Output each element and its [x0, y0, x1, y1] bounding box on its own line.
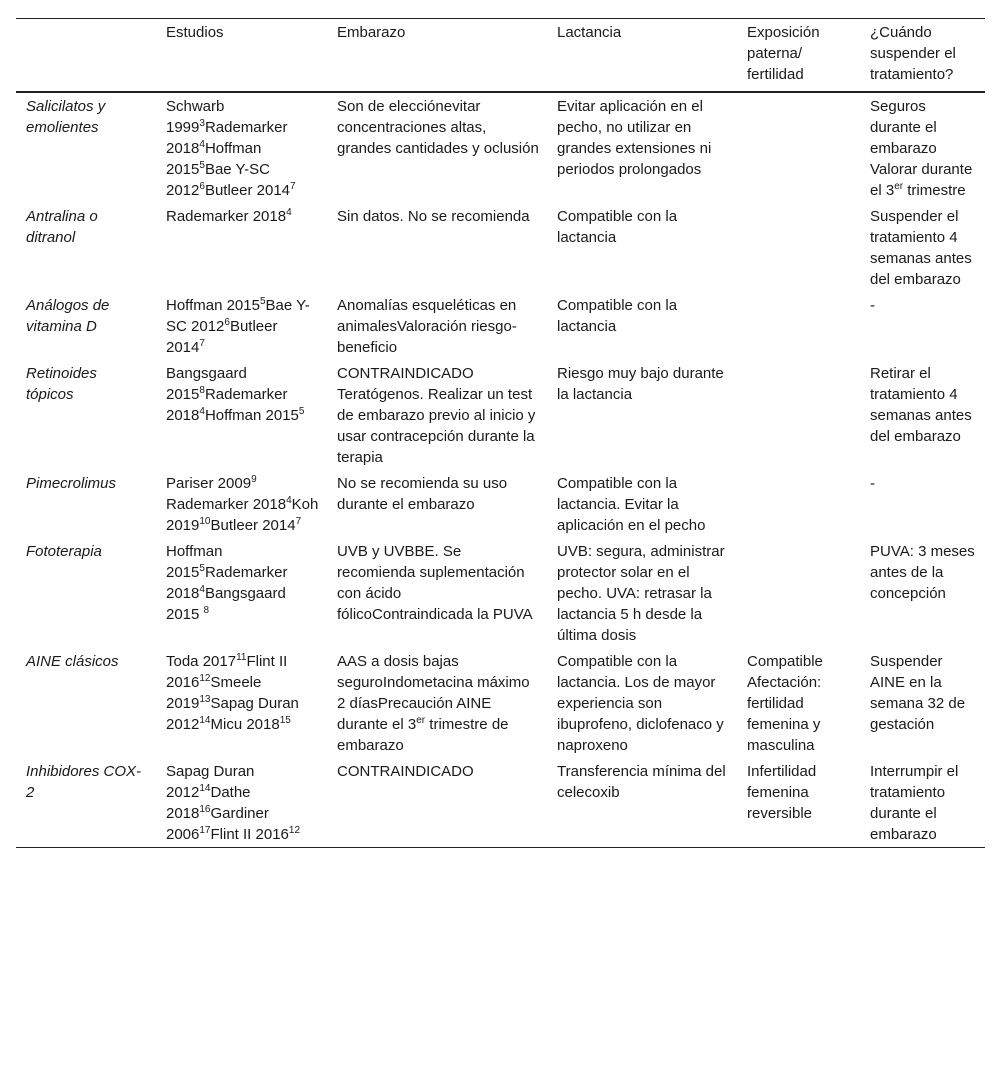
studies-text: Bae Y-SC 2012: [166, 161, 270, 199]
studies-cell: [156, 360, 327, 470]
reference-superscript: 7: [295, 516, 302, 527]
reference-superscript: 8: [203, 605, 210, 616]
table-row: [16, 648, 985, 758]
paternal-fertility-cell: [737, 470, 860, 538]
when-to-stop-cell: [860, 538, 985, 648]
paternal-fertility-cell: [737, 538, 860, 648]
lactation-cell: [547, 538, 737, 648]
lactation-cell: [547, 92, 737, 203]
when-to-stop-text: Suspender AINE en la semana 32 de gestación: [870, 653, 966, 733]
studies-text: Micu 2018: [210, 716, 280, 733]
paternal-fertility-cell: [737, 292, 860, 360]
studies-text: Hoffman 2015: [166, 140, 262, 178]
lactation-text: UVB: segura, administrar protector solar en el pecho. UVA: retrasar la lactancia 5 h desde la última dosis: [557, 543, 725, 644]
table-row: [16, 470, 985, 538]
table-row: [16, 758, 985, 848]
lactation-text: Riesgo muy bajo durante la lactancia: [557, 365, 724, 403]
pregnancy-cell: [327, 470, 547, 538]
drug-name-cell: Fototerapia: [26, 543, 102, 560]
reference-superscript: 14: [199, 783, 211, 794]
reference-superscript: 5: [259, 296, 266, 307]
paternal-fertility-text: Compatible Afectación: fertilidad femenina y masculina: [747, 653, 823, 754]
when-to-stop-text: Seguros durante el embarazo Valorar durante el 3: [870, 98, 973, 199]
drug-name-cell: AINE clásicos: [26, 653, 119, 670]
reference-superscript: 5: [199, 563, 205, 574]
paternal-fertility-cell: [737, 360, 860, 470]
lactation-cell: [547, 648, 737, 758]
studies-cell: [156, 538, 327, 648]
studies-text: Flint II 2016: [210, 826, 289, 843]
when-to-stop-cell: [860, 92, 985, 203]
pregnancy-cell: [327, 360, 547, 470]
paternal-fertility-cell: [737, 758, 860, 848]
reference-superscript: 5: [298, 406, 305, 417]
reference-superscript: 6: [199, 181, 205, 192]
studies-text: Rademarker 2018: [166, 564, 288, 602]
reference-superscript: 10: [199, 516, 211, 527]
paternal-fertility-text: Infertilidad femenina reversible: [747, 763, 817, 822]
pregnancy-cell: [327, 92, 547, 203]
reference-superscript: 3: [199, 118, 205, 129]
reference-superscript: 13: [199, 694, 211, 705]
header-studies: Estudios: [156, 19, 327, 93]
reference-superscript: 4: [286, 207, 292, 218]
reference-superscript: er: [894, 181, 904, 192]
studies-text: Rademarker 2018: [166, 386, 288, 424]
studies-cell: [156, 92, 327, 203]
studies-text: Butleer 2014: [210, 517, 296, 534]
studies-text: Bangsgaard 2015: [166, 365, 247, 403]
when-to-stop-text: trimestre: [903, 182, 966, 199]
lactation-cell: [547, 758, 737, 848]
reference-superscript: 4: [286, 495, 292, 506]
header-when-to-stop: ¿Cuándo suspender el tratamiento?: [860, 19, 985, 93]
studies-text: Hoffman 2015: [166, 543, 223, 581]
when-to-stop-text: PUVA: 3 meses antes de la concepción: [870, 543, 975, 602]
drug-name-cell: Análogos de vitamina D: [26, 297, 110, 335]
lactation-text: Compatible con la lactancia: [557, 208, 678, 246]
paternal-fertility-cell: [737, 203, 860, 292]
paternal-fertility-cell: [737, 92, 860, 203]
pregnancy-cell: [327, 538, 547, 648]
studies-cell: [156, 648, 327, 758]
studies-text: Butleer 2014: [166, 318, 278, 356]
reference-superscript: 4: [199, 584, 205, 595]
table-row: [16, 360, 985, 470]
studies-text: Sapag Duran 2012: [166, 695, 299, 733]
studies-text: Hoffman 2015: [166, 297, 260, 314]
studies-text: Bae Y-SC 2012: [166, 297, 310, 335]
reference-superscript: 6: [224, 317, 230, 328]
studies-text: Bangsgaard 2015: [166, 585, 286, 623]
pregnancy-text: CONTRAINDICADO: [337, 763, 474, 780]
lactation-text: Compatible con la lactancia: [557, 297, 678, 335]
when-to-stop-text: -: [870, 297, 875, 314]
studies-text: Rademarker 2018: [166, 208, 287, 225]
reference-superscript: 7: [199, 338, 205, 349]
table-row: [16, 203, 985, 292]
when-to-stop-text: Suspender el tratamiento 4 semanas antes del embarazo: [870, 208, 972, 288]
reference-superscript: 7: [290, 181, 296, 192]
studies-text: Sapag Duran 2012: [166, 763, 255, 801]
lactation-text: Compatible con la lactancia. Los de mayor experiencia son ibuprofeno, diclofenaco y naproxeno: [557, 653, 724, 754]
studies-text: Flint II 2016: [166, 653, 288, 691]
reference-superscript: 15: [279, 715, 291, 726]
pregnancy-text: UVB y UVBBE. Se recomienda suplementación con ácido fólicoContraindicada la PUVA: [337, 543, 533, 623]
lactation-cell: [547, 203, 737, 292]
pregnancy-text: Son de elecciónevitar concentraciones altas, grandes cantidades y oclusión: [337, 98, 539, 157]
reference-superscript: 8: [199, 385, 205, 396]
pregnancy-text: AAS a dosis bajas seguroIndometacina máximo 2 díasPrecaución AINE durante el 3: [337, 653, 530, 733]
when-to-stop-text: Interrumpir el tratamiento durante el embarazo: [870, 763, 959, 843]
studies-cell: [156, 203, 327, 292]
pregnancy-text: trimestre de embarazo: [337, 716, 509, 754]
lactation-cell: [547, 360, 737, 470]
reference-superscript: 11: [236, 652, 247, 663]
lactation-cell: [547, 470, 737, 538]
reference-superscript: 5: [199, 160, 205, 171]
studies-text: Butleer 2014: [204, 182, 291, 199]
pregnancy-cell: [327, 292, 547, 360]
when-to-stop-text: Retirar el tratamiento 4 semanas antes del embarazo: [870, 365, 972, 445]
studies-text: Pariser 2009: [166, 475, 252, 492]
drug-name-cell: Salicilatos y emolientes: [26, 98, 106, 136]
table-row: [16, 538, 985, 648]
reference-superscript: 16: [199, 804, 211, 815]
pregnancy-text: No se recomienda su uso durante el embarazo: [337, 475, 508, 513]
drug-name-cell: Antralina o ditranol: [26, 208, 98, 246]
drug-name-cell: Retinoides tópicos: [26, 365, 97, 403]
header-pregnancy: Embarazo: [327, 19, 547, 93]
studies-text: Hoffman 2015: [204, 407, 299, 424]
reference-superscript: 12: [288, 825, 301, 836]
studies-cell: [156, 758, 327, 848]
studies-text: Koh 2019: [166, 496, 319, 534]
lactation-cell: [547, 292, 737, 360]
studies-text: Gardiner 2006: [166, 805, 269, 843]
pregnancy-text: Anomalías esqueléticas en animalesValoración riesgo- beneficio: [337, 297, 517, 356]
paternal-fertility-cell: [737, 648, 860, 758]
pregnancy-text: Sin datos. No se recomienda: [337, 208, 530, 225]
studies-text: Toda 2017: [166, 653, 237, 670]
table-row: [16, 292, 985, 360]
when-to-stop-cell: [860, 648, 985, 758]
header-lactation: Lactancia: [547, 19, 737, 93]
reference-superscript: 14: [199, 715, 211, 726]
reference-superscript: 4: [199, 406, 205, 417]
reference-superscript: 9: [251, 474, 257, 485]
pregnancy-cell: [327, 648, 547, 758]
when-to-stop-cell: [860, 360, 985, 470]
header-drug: [16, 19, 156, 93]
lactation-text: Transferencia mínima del celecoxib: [557, 763, 726, 801]
table-row: [16, 92, 985, 203]
pregnancy-cell: [327, 203, 547, 292]
reference-superscript: 17: [199, 825, 211, 836]
studies-text: Smeele 2019: [166, 674, 262, 712]
pregnancy-text: CONTRAINDICADO Teratógenos. Realizar un test de embarazo previo al inicio y usar contracepción durante la terapia: [337, 365, 536, 466]
table-header-row: [16, 19, 985, 93]
when-to-stop-cell: [860, 203, 985, 292]
header-paternal-fertility: Exposición paterna/ fertilidad: [737, 19, 860, 93]
drug-name-cell: Inhibidores COX-2: [16, 758, 156, 848]
reference-superscript: 4: [199, 139, 205, 150]
studies-text: Schwarb 1999: [166, 98, 225, 136]
studies-cell: [156, 292, 327, 360]
pregnancy-cell: [327, 758, 547, 848]
lactation-text: Compatible con la lactancia. Evitar la aplicación en el pecho: [557, 475, 706, 534]
when-to-stop-cell: [860, 758, 985, 848]
studies-text: Rademarker 2018: [166, 119, 288, 157]
reference-superscript: 12: [199, 673, 211, 684]
reference-superscript: er: [416, 715, 426, 726]
lactation-text: Evitar aplicación en el pecho, no utilizar en grandes extensiones ni periodos prolongados: [557, 98, 712, 178]
studies-cell: [156, 470, 327, 538]
studies-text: Dathe 2018: [166, 784, 251, 822]
treatment-safety-table: [16, 18, 985, 848]
drug-name-cell: Pimecrolimus: [26, 475, 117, 492]
studies-text: Rademarker 2018: [166, 496, 287, 513]
when-to-stop-cell: [860, 470, 985, 538]
when-to-stop-cell: [860, 292, 985, 360]
when-to-stop-text: -: [870, 475, 875, 492]
